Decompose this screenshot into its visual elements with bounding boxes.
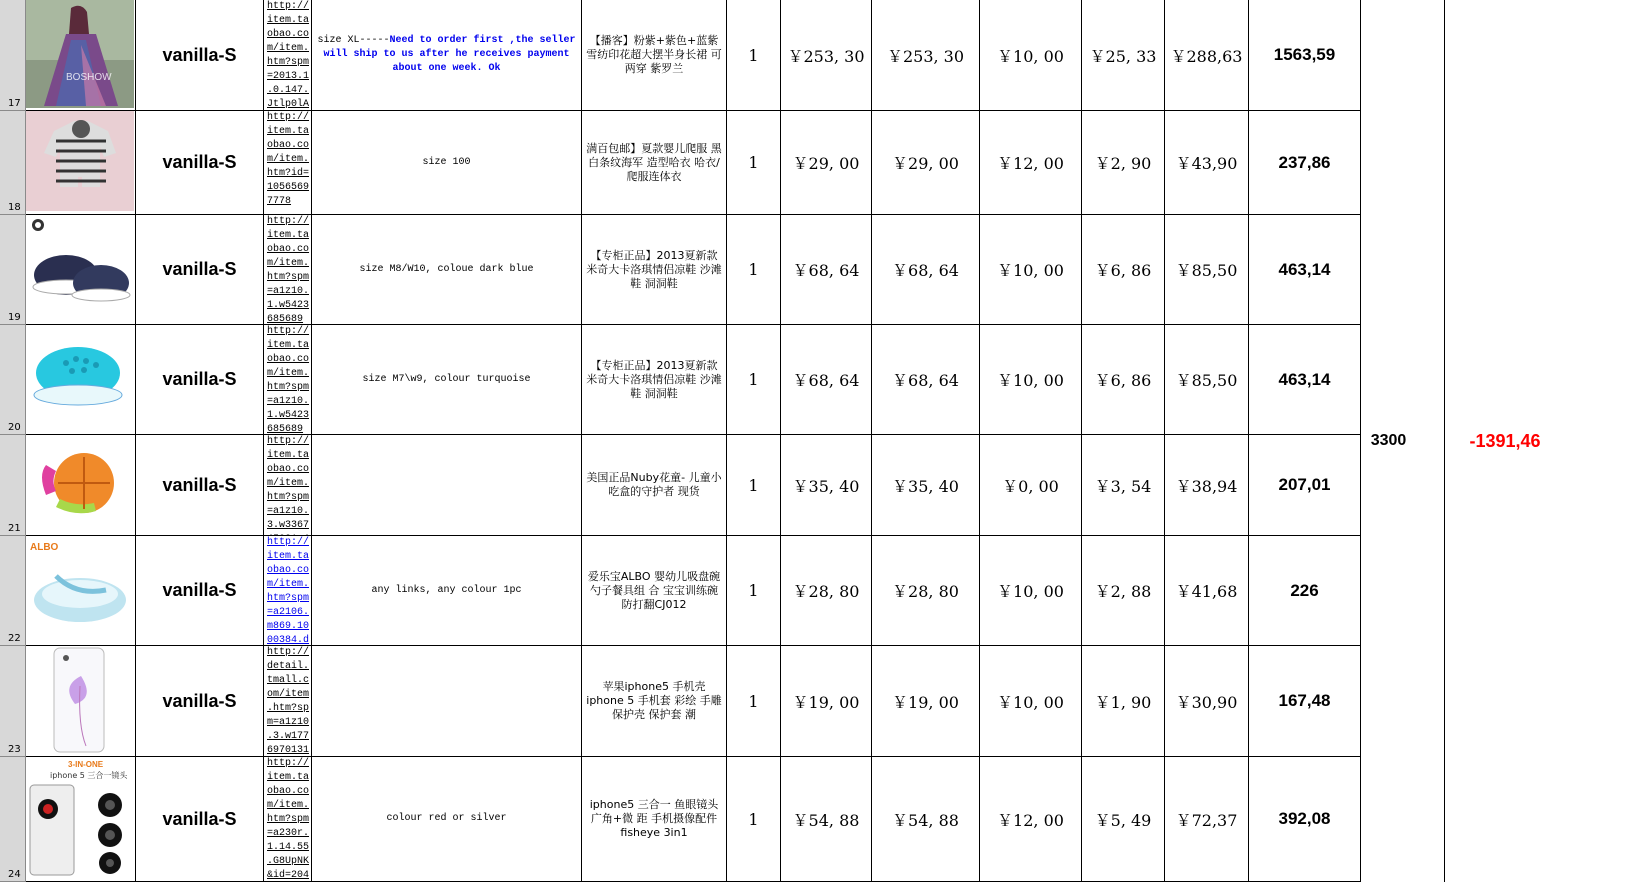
subtotal-value: ￥68, 64 xyxy=(892,371,959,390)
fee-value: ￥2, 88 xyxy=(1094,582,1152,601)
clogs-image xyxy=(26,215,134,323)
bowl-image xyxy=(26,536,134,644)
row-header[interactable] xyxy=(0,757,26,882)
subtotal-value: ￥68, 64 xyxy=(892,261,959,280)
fee-value: ￥5, 49 xyxy=(1094,810,1152,830)
product-name[interactable] xyxy=(582,325,727,435)
row-header[interactable] xyxy=(0,646,26,757)
subtotal-value: ￥54, 88 xyxy=(892,810,959,830)
rub-value: 207,01 xyxy=(1278,475,1331,494)
product-name-text: 美国正品Nuby花童- 儿童小吃盒的守护者 现货 xyxy=(586,471,722,498)
seller-nick: vanilla-S xyxy=(162,580,237,600)
product-name[interactable] xyxy=(582,435,727,536)
order-note-text xyxy=(316,34,577,76)
row-number: 21 xyxy=(8,523,21,534)
qty-value: 1 xyxy=(748,45,759,65)
rub-value: 226 xyxy=(1290,580,1319,600)
shipping-cell[interactable] xyxy=(980,325,1082,435)
fee-cell[interactable] xyxy=(1082,536,1165,646)
subtotal-value: ￥29, 00 xyxy=(892,154,959,173)
skirt-image xyxy=(26,0,134,108)
romper-image xyxy=(26,111,134,211)
lens-kit-title: 3-IN-ONE xyxy=(68,760,104,769)
qty-cell[interactable] xyxy=(727,536,781,646)
snack-cup-image xyxy=(26,435,134,535)
rub-value: 463,14 xyxy=(1278,259,1331,279)
shipping-value: ￥10, 00 xyxy=(997,46,1064,66)
fee-value: ￥6, 86 xyxy=(1094,261,1152,280)
order-note[interactable] xyxy=(312,757,582,882)
subtotal-cell[interactable] xyxy=(872,325,980,435)
order-note[interactable] xyxy=(312,111,582,215)
seller-nick: vanilla-S xyxy=(162,44,237,65)
qty-value: 1 xyxy=(748,475,759,495)
rub-value: 463,14 xyxy=(1278,369,1331,389)
order-note-text xyxy=(362,373,530,387)
row-header[interactable] xyxy=(0,435,26,536)
shipping-value: ￥10, 00 xyxy=(997,261,1064,280)
shipping-cell[interactable] xyxy=(980,757,1082,882)
row-header[interactable] xyxy=(0,215,26,325)
fee-cell[interactable] xyxy=(1082,325,1165,435)
product-link[interactable]: http:// item.ta obao.co m/item. htm?spm =a1z10. 3.w3367 xyxy=(264,435,312,536)
subtotal-value: ￥28, 80 xyxy=(892,582,959,601)
maxi-skirt-photo[interactable] xyxy=(26,0,136,111)
rub-value: 237,86 xyxy=(1278,152,1331,172)
fee-cell[interactable] xyxy=(1082,111,1165,215)
price-cell[interactable] xyxy=(781,757,872,882)
product-link[interactable]: http:// item.ta obao.co m/item. htm?spm =a1z10. 1.w5423 685689 xyxy=(264,215,312,325)
fee-value: ￥2, 90 xyxy=(1094,154,1152,173)
product-name-text: 【专柜正品】2013夏新款 米奇大卡洛琪情侣凉鞋 沙滩鞋 洞洞鞋 xyxy=(586,358,722,400)
total-cell[interactable] xyxy=(1165,111,1249,215)
shipping-value: ￥10, 00 xyxy=(997,582,1064,601)
product-name[interactable] xyxy=(582,757,727,882)
product-name[interactable] xyxy=(582,646,727,757)
fee-cell[interactable] xyxy=(1082,0,1165,111)
shipping-value: ￥10, 00 xyxy=(997,371,1064,390)
watermark: BOSHOW xyxy=(66,72,112,83)
snack-cup-photo[interactable] xyxy=(26,435,136,536)
product-link[interactable]: http:// item.ta obao.co m/item. htm?id= 1056569 7778 xyxy=(264,111,312,215)
shipping-value: ￥12, 00 xyxy=(997,810,1064,830)
lens-kit-subtitle: iphone 5 三合一镜头 xyxy=(50,771,128,780)
seller-nick-cell[interactable] xyxy=(136,0,264,111)
product-name-text: iphone5 三合一 鱼眼镜头广角+微 距 手机摄像配件fisheye 3in1 xyxy=(589,798,719,839)
product-link[interactable]: http:// item.ta obao.co m/item. htm?spm =2013.1 .0.147. Jtlp0lA xyxy=(264,0,312,111)
order-note-plain: size M7\w9, colour turquoise xyxy=(362,373,531,385)
product-name-text: 爱乐宝ALBO 婴幼儿吸盘碗勺子餐具组 合 宝宝训练碗 防打翻CJ012 xyxy=(587,569,721,611)
product-name[interactable] xyxy=(582,0,727,111)
rub-value: 1563,59 xyxy=(1273,45,1336,64)
fee-cell[interactable] xyxy=(1082,646,1165,757)
total-cell[interactable] xyxy=(1165,215,1249,325)
order-note-plain: size 100 xyxy=(422,156,471,168)
order-note[interactable] xyxy=(312,325,582,435)
total-cell[interactable] xyxy=(1165,757,1249,882)
fee-cell[interactable] xyxy=(1082,435,1165,536)
product-link[interactable]: http:// item.ta obao.co m/item. htm?spm =a1z10. 1.w5423 685689 xyxy=(264,325,312,435)
total-value: ￥288,63 xyxy=(1170,46,1243,66)
seller-nick-cell[interactable] xyxy=(136,111,264,215)
subtotal-value: ￥35, 40 xyxy=(892,476,959,496)
shipping-cell[interactable] xyxy=(980,536,1082,646)
seller-nick-cell[interactable] xyxy=(136,215,264,325)
shipping-cell[interactable] xyxy=(980,435,1082,536)
price-value: ￥54, 88 xyxy=(792,810,860,830)
price-cell[interactable] xyxy=(781,215,872,325)
amount-paid-cell[interactable] xyxy=(1333,0,1445,882)
order-note-plain: size M8/W10, coloue dark blue xyxy=(359,263,534,275)
price-value: ￥68, 64 xyxy=(792,371,860,390)
seller-nick-cell[interactable] xyxy=(136,757,264,882)
product-name[interactable] xyxy=(582,215,727,325)
row-header[interactable] xyxy=(0,325,26,435)
product-name-text: 【播客】粉紫+紫色+蓝紫 雪纺印花超大摆半身长裙 可两穿 紫罗兰 xyxy=(586,34,722,75)
row-number: 24 xyxy=(8,869,21,880)
total-cell[interactable] xyxy=(1165,646,1249,757)
fee-value: ￥25, 33 xyxy=(1089,46,1157,66)
shipping-value: ￥0, 00 xyxy=(1002,476,1059,496)
total-cell[interactable] xyxy=(1165,325,1249,435)
total-value: ￥85,50 xyxy=(1175,261,1238,280)
subtotal-value: ￥19, 00 xyxy=(892,692,959,712)
suction-bowl-photo[interactable] xyxy=(26,536,136,646)
row-number: 20 xyxy=(8,422,21,433)
price-cell[interactable] xyxy=(781,536,872,646)
seller-nick: vanilla-S xyxy=(162,152,237,172)
seller-nick-cell[interactable] xyxy=(136,435,264,536)
lens-kit-image xyxy=(26,757,134,879)
order-note[interactable] xyxy=(312,435,582,536)
total-value: ￥72,37 xyxy=(1175,810,1238,830)
shipping-cell[interactable] xyxy=(980,215,1082,325)
qty-value: 1 xyxy=(748,260,759,279)
row-header[interactable] xyxy=(0,536,26,646)
seller-nick: vanilla-S xyxy=(162,369,237,389)
fee-cell[interactable] xyxy=(1082,215,1165,325)
price-value: ￥19, 00 xyxy=(792,692,860,712)
amount-paid: 3300 xyxy=(1370,432,1407,449)
subtotal-cell[interactable] xyxy=(872,111,980,215)
qty-cell[interactable] xyxy=(727,325,781,435)
balance-cell[interactable] xyxy=(1445,0,1565,882)
qty-value: 1 xyxy=(748,370,759,389)
row-number: 17 xyxy=(8,98,21,109)
price-cell[interactable] xyxy=(781,646,872,757)
order-note-plain: any links, any colour 1pc xyxy=(371,584,522,596)
seller-nick-cell[interactable] xyxy=(136,325,264,435)
order-note[interactable] xyxy=(312,536,582,646)
seller-nick: vanilla-S xyxy=(162,259,237,279)
total-value: ￥43,90 xyxy=(1175,154,1238,173)
order-note-highlight: Need to order first ,the seller will ship to us after he receives payment about one week. Ok xyxy=(323,35,576,74)
product-link[interactable]: http:// item.ta obao.co m/item. htm?spm =a2106. m869.10 00384.d xyxy=(264,536,312,646)
shipping-cell[interactable] xyxy=(980,111,1082,215)
shipping-cell[interactable] xyxy=(980,0,1082,111)
baby-romper-photo[interactable] xyxy=(26,111,136,215)
qty-value: 1 xyxy=(748,153,759,172)
qty-value: 1 xyxy=(748,691,759,711)
order-note[interactable] xyxy=(312,0,582,111)
shipping-value: ￥10, 00 xyxy=(997,692,1064,712)
seller-nick: vanilla-S xyxy=(162,690,237,711)
seller-nick: vanilla-S xyxy=(162,808,237,829)
product-link[interactable]: http:// item.ta obao.co m/item. htm?spm =a230r. 1.14.55 .G8UpNK &id=204 xyxy=(264,757,312,882)
price-cell[interactable] xyxy=(781,0,872,111)
order-note[interactable] xyxy=(312,646,582,757)
row-number: 23 xyxy=(8,744,21,755)
subtotal-cell[interactable] xyxy=(872,646,980,757)
price-value: ￥253, 30 xyxy=(787,46,865,66)
rub-value: 167,48 xyxy=(1278,691,1331,710)
total-value: ￥85,50 xyxy=(1175,371,1238,390)
product-name[interactable] xyxy=(582,536,727,646)
product-name[interactable] xyxy=(582,111,727,215)
seller-nick-cell[interactable] xyxy=(136,646,264,757)
lens-kit-photo[interactable] xyxy=(26,757,136,882)
order-note-text xyxy=(371,584,521,598)
order-note[interactable] xyxy=(312,215,582,325)
qty-value: 1 xyxy=(748,581,759,600)
total-value: ￥41,68 xyxy=(1175,582,1238,601)
turquoise-clogs-photo[interactable] xyxy=(26,325,136,435)
product-name-text: 满百包邮】夏款婴儿爬服 黑白条纹海军 造型哈衣 哈衣/爬服连体衣 xyxy=(586,141,722,183)
fee-value: ￥3, 54 xyxy=(1094,476,1152,496)
total-cell[interactable] xyxy=(1165,0,1249,111)
order-note-plain: size XL----- xyxy=(317,35,390,46)
clogs-image xyxy=(26,325,134,433)
fee-value: ￥1, 90 xyxy=(1094,692,1152,712)
qty-cell[interactable] xyxy=(727,757,781,882)
qty-cell[interactable] xyxy=(727,0,781,111)
subtotal-cell[interactable] xyxy=(872,435,980,536)
total-cell[interactable] xyxy=(1165,435,1249,536)
row-number: 19 xyxy=(8,312,21,323)
price-value: ￥29, 00 xyxy=(792,154,860,173)
phone-case-photo[interactable] xyxy=(26,646,136,757)
seller-nick-cell[interactable] xyxy=(136,536,264,646)
product-name-text: 苹果iphone5 手机壳iphone 5 手机套 彩绘 手雕 保护壳 保护套 潮 xyxy=(586,680,722,721)
price-value: ￥28, 80 xyxy=(792,582,860,601)
phone-case-image xyxy=(26,646,134,754)
subtotal-cell[interactable] xyxy=(872,215,980,325)
price-cell[interactable] xyxy=(781,111,872,215)
qty-cell[interactable] xyxy=(727,111,781,215)
subtotal-cell[interactable] xyxy=(872,757,980,882)
navy-clogs-photo[interactable] xyxy=(26,215,136,325)
subtotal-value: ￥253, 30 xyxy=(886,46,965,66)
price-cell[interactable] xyxy=(781,325,872,435)
price-cell[interactable] xyxy=(781,435,872,536)
product-link[interactable]: http:// detail. tmall.c om/item .htm?sp m=a1z10 .3.w177 6970131 xyxy=(264,646,312,757)
order-note-plain: colour red or silver xyxy=(386,813,507,824)
qty-cell[interactable] xyxy=(727,435,781,536)
price-value: ￥35, 40 xyxy=(792,476,860,496)
total-value: ￥38,94 xyxy=(1175,476,1238,496)
fee-value: ￥6, 86 xyxy=(1094,371,1152,390)
row-number: 18 xyxy=(8,202,21,213)
total-value: ￥30,90 xyxy=(1175,692,1238,712)
qty-cell[interactable] xyxy=(727,646,781,757)
shipping-cell[interactable] xyxy=(980,646,1082,757)
product-name-text: 【专柜正品】2013夏新款 米奇大卡洛琪情侣凉鞋 沙滩鞋 洞洞鞋 xyxy=(586,248,722,290)
total-cell[interactable] xyxy=(1165,536,1249,646)
bowl-logo: ALBO xyxy=(30,542,59,553)
qty-value: 1 xyxy=(748,809,759,829)
rub-value: 392,08 xyxy=(1278,809,1331,828)
qty-cell[interactable] xyxy=(727,215,781,325)
seller-nick: vanilla-S xyxy=(162,474,237,495)
price-value: ￥68, 64 xyxy=(792,261,860,280)
subtotal-cell[interactable] xyxy=(872,0,980,111)
row-header[interactable] xyxy=(0,111,26,215)
row-header[interactable] xyxy=(0,0,26,111)
balance-value: -1391,46 xyxy=(1469,430,1541,451)
order-note-text xyxy=(422,156,470,170)
row-number: 22 xyxy=(8,633,21,644)
shipping-value: ￥12, 00 xyxy=(997,154,1064,173)
fee-cell[interactable] xyxy=(1082,757,1165,882)
order-note-text xyxy=(359,263,533,277)
subtotal-cell[interactable] xyxy=(872,536,980,646)
order-note-text xyxy=(386,812,506,826)
